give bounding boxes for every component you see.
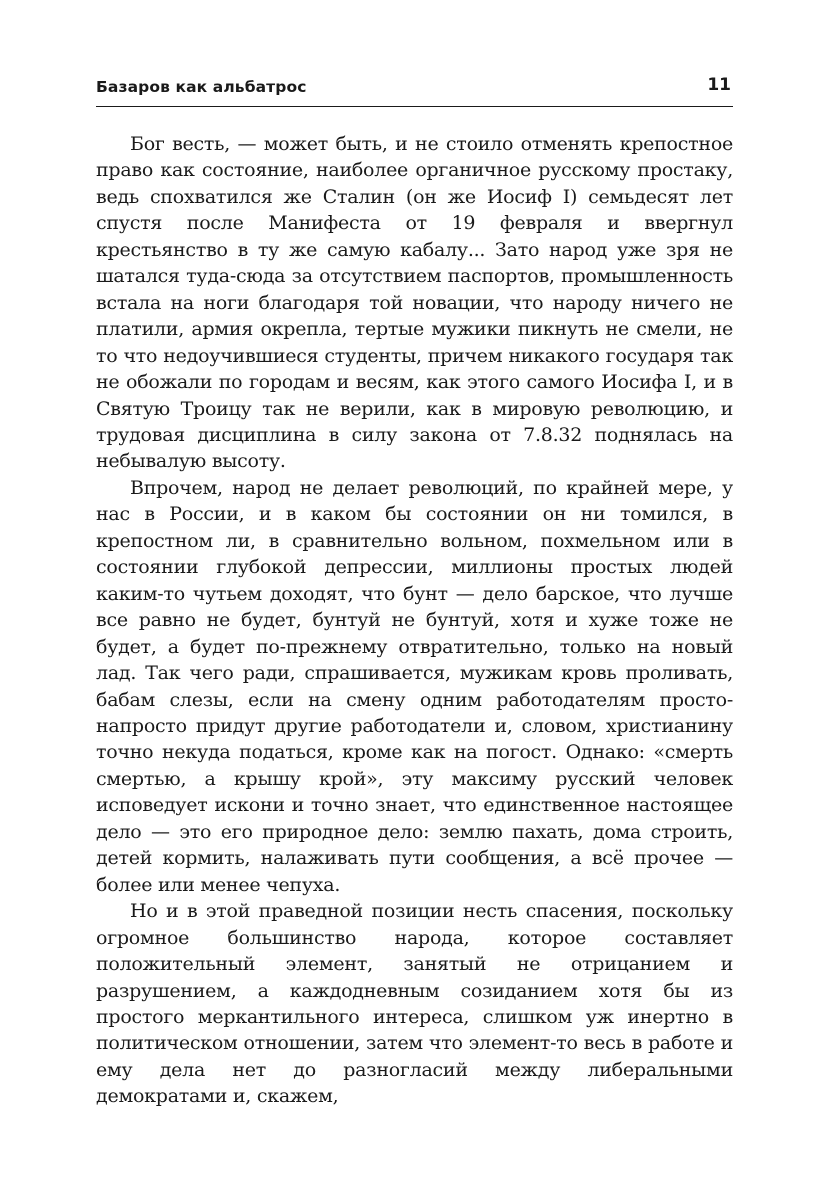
body-text — [96, 131, 733, 1110]
paragraph: Впрочем, народ не делает революций, по крайней мере, у нас в России, и в каком бы состоянии он ни томился, в крепостном ли, в сравнительно вольном, похмельном или в состоянии глубокой депрессии, миллионы простых людей каким-то чутьем доходят, что бунт — дело барское, что лучше все равно не будет, бунтуй не бунтуй, хотя и хуже тоже не будет, а будет по-прежнему отвратительно, только на новый лад. Так чего ради, спрашивается, мужикам кровь проливать, бабам слезы, если на смену одним работодателям просто-напросто придут другие работодатели и, словом, христианину точно некуда податься, кроме как на погост. Однако: «смерть смертью, а крышу крой», эту максиму русский человек исповедует искони и точно знает, что единственное настоящее дело — это его природное дело: землю пахать, дома строить, детей кормить, налаживать пути сообщения, а всё прочее — более или менее чепуха. — [96, 476, 733, 896]
paragraph: Бог весть, — может быть, и не стоило отменять крепостное право как состояние, наиболее органичное русскому простаку, ведь спохватился же Сталин (он же Иосиф I) семьдесят лет спустя после Манифеста от 19 февраля и ввергнул крестьянство в ту же самую кабалу... Зато народ уже зря не шатался туда-сюда за отсутствием паспортов, промышленность встала на ноги благодаря той новации, что народу ничего не платили, армия окрепла, тертые мужики пикнуть не смели, не то что недоучившиеся студенты, причем никакого государя так не обожали по городам и весям, как этого самого Иосифа I, и в Святую Троицу так не верили, как в мировую революцию, и трудовая дисциплина в силу закона от 7.8.32 поднялась на небывалую высоту. — [96, 133, 733, 473]
running-head — [96, 74, 733, 107]
running-title: Базаров как альбатрос — [96, 78, 307, 96]
page-number: 11 — [707, 75, 731, 95]
paragraph: Но и в этой праведной позиции несть спасения, поскольку огромное большинство народа, которое составляет положительный элемент, занятый не отрицанием и разрушением, а каждодневным созиданием хотя бы из простого меркантильного интереса, слишком уж инертно в политическом отношении, затем что элемент-то весь в работе и ему дела нет до разногласий между либеральными демократами и, скажем, — [96, 900, 733, 1108]
